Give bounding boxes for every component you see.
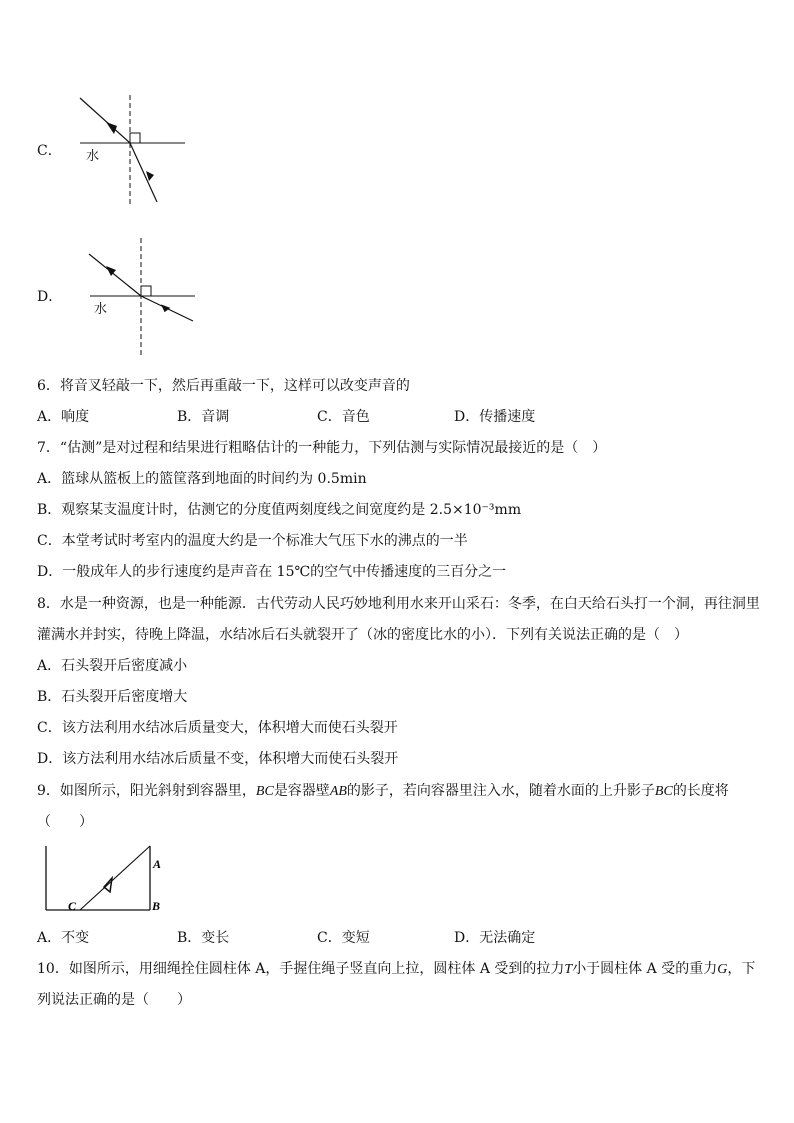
q10-stem-line2: 列说法正确的是（ ） xyxy=(37,992,191,1008)
reflected-ray xyxy=(80,98,130,143)
q5-option-c-water-label: 水 xyxy=(86,149,100,164)
q7-stem: 7．“估测”是对过程和结果进行粗略估计的一种能力，下列估测与实际情况最接近的是（ ） xyxy=(37,440,607,456)
sun-ray xyxy=(80,846,150,910)
right-angle-mark xyxy=(130,133,140,143)
q8-stem-line1: 8．水是一种资源，也是一种能源．古代劳动人民巧妙地利用水来开山采石：冬季，在白天给石头打一个洞，再往洞里 xyxy=(37,596,760,612)
point-a-label: A xyxy=(153,857,162,871)
arrow-up-left-icon xyxy=(106,122,117,134)
q9-option-c: C．变短 xyxy=(317,930,370,946)
q9-option-b: B．变长 xyxy=(177,930,230,946)
q5-option-d-label: D． xyxy=(37,289,63,305)
q6-stem: 6．将音叉轻敲一下，然后再重敲一下，这样可以改变声音的 xyxy=(37,378,410,394)
q9-stem-line1: 9．如图所示，阳光斜射到容器里，BC是容器壁AB的影子，若向容器里注入水，随着水面的上升影子BC的长度将 xyxy=(37,783,729,799)
right-angle-mark xyxy=(141,286,151,296)
q7-option-a: A．篮球从篮板上的篮筐落到地面的时间约为 0.5min xyxy=(37,471,367,487)
incident-ray xyxy=(89,254,141,296)
q8-option-c: C．该方法利用水结冰后质量变大，体积增大而使石头裂开 xyxy=(37,720,398,736)
q6-option-d: D．传播速度 xyxy=(454,409,536,425)
q9-option-a: A．不变 xyxy=(37,930,90,946)
q10-stem-line1: 10．如图所示，用细绳拴住圆柱体 A，手握住绳子竖直向上拉，圆柱体 A 受到的拉力T小于圆柱体 A 受的重力G，下 xyxy=(37,961,756,977)
q5-option-d-diagram xyxy=(80,238,200,356)
q9-option-d: D．无法确定 xyxy=(454,930,536,946)
q9-stem-line2: （ ） xyxy=(37,814,93,830)
point-b-label: B xyxy=(152,899,161,913)
q7-option-b: B．观察某支温度计时，估测它的分度值两刻度线之间宽度约是 2.5×10⁻³mm xyxy=(37,502,522,518)
q8-option-b: B．石头裂开后密度增大 xyxy=(37,689,188,705)
q7-option-d: D．一般成年人的步行速度约是声音在 15℃的空气中传播速度的三百分之一 xyxy=(37,564,507,580)
q9-container-diagram xyxy=(40,842,170,914)
q6-option-c: C．音色 xyxy=(317,409,370,425)
incident-ray xyxy=(130,143,157,202)
q7-option-c: C．本堂考试时考室内的温度大约是一个标准大气压下水的沸点的一半 xyxy=(37,533,468,549)
q5-option-c-label: C． xyxy=(37,143,62,159)
q8-option-d: D．该方法利用水结冰后质量不变，体积增大而使石头裂开 xyxy=(37,751,399,767)
q6-option-a: A．响度 xyxy=(37,409,90,425)
q5-option-d-water-label: 水 xyxy=(94,302,108,317)
point-c-label: C xyxy=(68,899,77,913)
q6-option-b: B．音调 xyxy=(177,409,230,425)
q8-option-a: A．石头裂开后密度减小 xyxy=(37,658,188,674)
q8-stem-line2: 灌满水并封实，待晚上降温，水结冰后石头就裂开了（冰的密度比水的小）．下列有关说法正确的是（ ） xyxy=(37,627,688,643)
